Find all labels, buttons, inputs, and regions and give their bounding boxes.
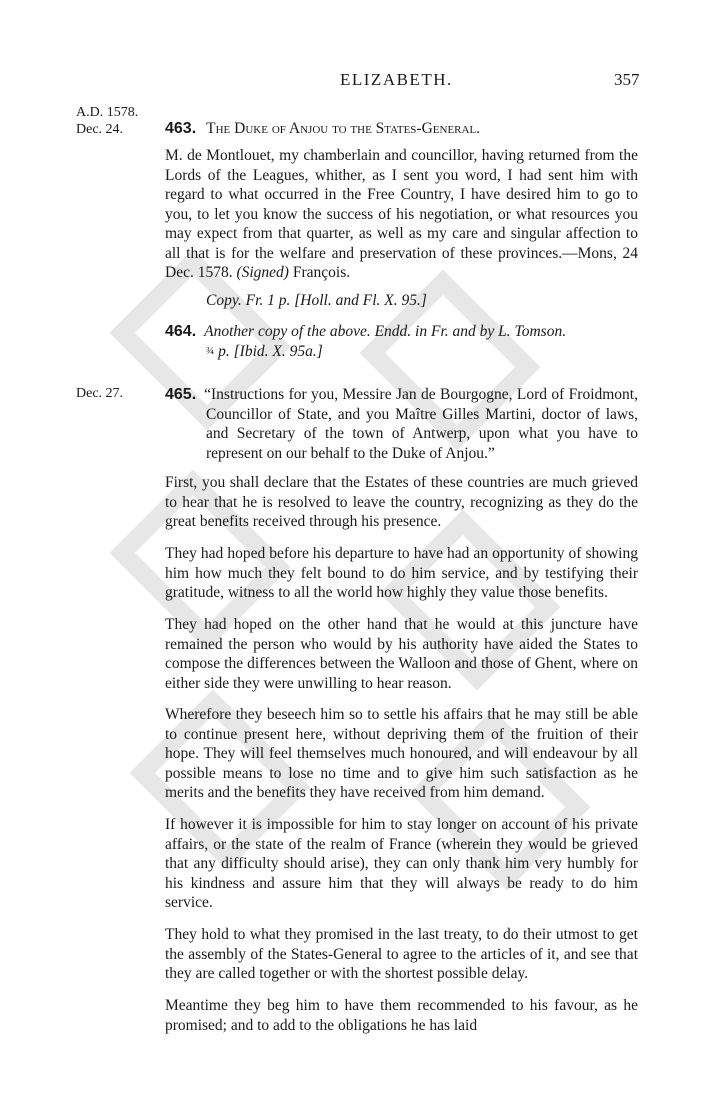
running-title: ELIZABETH.	[340, 70, 453, 89]
paragraph-3: They had hoped on the other hand that he would at this juncture have remained the person who would by his authority have aided the States to compose the differences between the Walloon and those of Ghent, where on either side they were unwilling to hear reason.	[165, 616, 638, 692]
page-number: 357	[614, 70, 640, 89]
paragraph-4: Wherefore they beseech him so to settle his affairs that he may still be able to continue present here, without depriving them of the fruition of their hope. They will feel themselves much honoured, and will endeavour by all possible means to lose no time and to give him such satisfaction as he merits and the benefits they have received from him demand.	[165, 706, 638, 801]
entry-464	[165, 322, 638, 361]
margin-year: A.D. 1578.	[76, 105, 139, 120]
entry-number: 465.	[165, 386, 197, 403]
entry-463-heading	[165, 120, 480, 138]
entry-463-body: M. de Montlouet, my chamberlain and councillor, having returned from the Lords of the Leagues, whither, as I sent you word, I had sent him with regard to what occurred in the Free Country, I have desired him to go to you, to let you know the success of his negotiation, or what resources you may expect from that quarter, as well as my care and singular affection to all that is for the welfare and preservation of these provinces.—Mons, 24 Dec. 1578. (Signed) François.	[165, 147, 638, 281]
paragraph-1: First, you shall declare that the Estates of these countries are much grieved to hear that he is resolved to leave the country, recognizing as they do the great benefits received through his presence.	[165, 474, 638, 530]
paragraph-6: They hold to what they promised in the last treaty, to do their utmost to get the assembly of the States-General to agree to the articles of it, and see that they are called together or with the shortest possible delay.	[165, 926, 638, 982]
entry-465-title: “Instructions for you, Messire Jan de Bourgogne, Lord of Froidmont, Councillor of State, and you Maître Gilles Martini, doctor of laws, and Secretary of the town of Antwerp, upon what you have to represent on our behalf to the Duke of Anjou.”	[204, 386, 638, 462]
signer: François.	[292, 264, 351, 281]
entry-464-ref: p. [Ibid. X. 95a.]	[218, 342, 323, 360]
signed-label: (Signed)	[236, 264, 289, 281]
paragraph-5: If however it is impossible for him to stay longer on account of his private affairs, or the state of the realm of France (wherein they would be grieved that any difficulty should arise), they can only thank him very humbly for his kindness and assure him that they will always be ready to do him service.	[165, 816, 638, 911]
paragraph-7: Meantime they beg him to have them recommended to his favour, as he promised; and to add to the obligations he has laid	[165, 997, 638, 1034]
margin-date-dec-24: Dec. 24.	[76, 122, 124, 137]
entry-463-reference: Copy. Fr. 1 p. [Holl. and Fl. X. 95.]	[206, 292, 427, 309]
entry-title: The Duke of Anjou to the States-General.	[206, 120, 481, 137]
entry-464-fraction: ¾	[206, 344, 215, 357]
entry-number: 463.	[165, 120, 197, 137]
entry-number: 464.	[165, 323, 197, 340]
paragraph-2: They had hoped before his departure to have had an opportunity of showing him how much they felt bound to do him service, and by testifying their gratitude, witness to all the world how highly they value those benefits.	[165, 545, 638, 601]
running-header	[0, 70, 709, 94]
margin-date-dec-27: Dec. 27.	[76, 386, 124, 401]
entry-464-text: Another copy of the above. Endd. in Fr. and by L. Tomson.	[204, 323, 567, 340]
entry-465-heading	[165, 385, 638, 463]
